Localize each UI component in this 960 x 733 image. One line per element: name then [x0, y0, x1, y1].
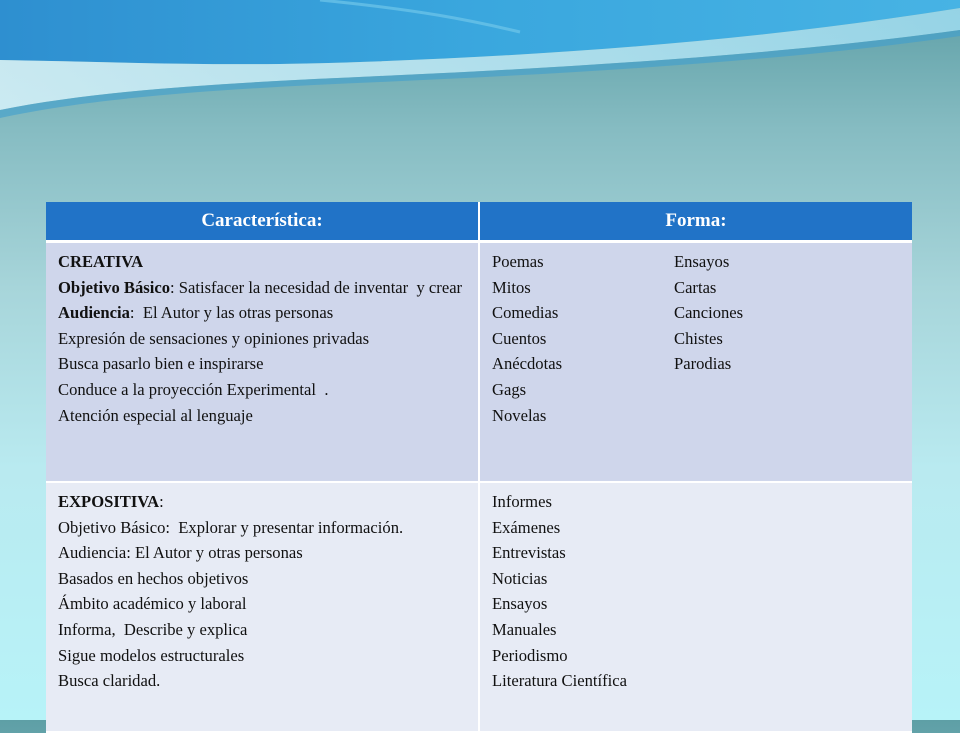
expositiva-title-line: [58, 489, 468, 515]
forma-item: Ensayos: [674, 252, 730, 271]
creativa-audiencia: [58, 300, 468, 326]
expositiva-line: Basados en hechos objetivos: [58, 568, 249, 588]
creativa-objetivo: [58, 275, 468, 301]
expositiva-line: Objetivo Básico: Explorar y presentar información.: [58, 517, 404, 537]
forma-item: Periodismo: [492, 645, 568, 665]
forma-pair: [492, 300, 902, 326]
expositiva-line: Audiencia: El Autor y otras personas: [58, 543, 303, 563]
forma-item: Parodias: [674, 354, 732, 374]
caracteristicas-table: [46, 202, 912, 733]
forma-item: Informes: [492, 492, 552, 511]
forma-item: Comedias: [492, 303, 559, 323]
creativa-audiencia-label: Audiencia: [58, 303, 130, 323]
forma-item: Literatura Científica: [492, 671, 627, 691]
forma-item: Anécdotas: [492, 354, 563, 374]
creativa-line: Busca pasarlo bien e inspirarse: [58, 354, 264, 374]
forma-item: Cartas: [674, 277, 717, 297]
forma-item: Chistes: [674, 328, 723, 348]
forma-pair: [492, 351, 902, 377]
creativa-line: Expresión de sensaciones y opiniones privadas: [58, 328, 370, 348]
forma-item: Entrevistas: [492, 543, 566, 563]
creativa-line: Atención especial al lenguaje: [58, 405, 253, 425]
creativa-line: Conduce a la proyección Experimental .: [58, 379, 329, 399]
cell-creativa-forma: [479, 242, 912, 483]
cell-expositiva-caracteristica: [46, 482, 479, 732]
table-row-expositiva: [46, 482, 912, 732]
forma-item: Ensayos: [492, 594, 548, 614]
decorative-wave-header: [0, 0, 960, 160]
expositiva-line: Informa, Describe y explica: [58, 619, 248, 639]
expositiva-line: Ámbito académico y laboral: [58, 594, 247, 614]
forma-pair: [492, 326, 902, 352]
header-caracteristica: Característica:: [46, 202, 479, 242]
forma-item: Canciones: [674, 303, 744, 323]
cell-expositiva-forma: [479, 482, 912, 732]
forma-item: Novelas: [492, 405, 547, 425]
creativa-objetivo-text: : Satisfacer la necesidad de inventar y crear: [170, 277, 463, 297]
table-header-row: [46, 202, 912, 242]
expositiva-line: Busca claridad.: [58, 671, 161, 691]
forma-pair: [492, 403, 902, 429]
forma-pair: [492, 275, 902, 301]
forma-item: Cuentos: [492, 328, 547, 348]
forma-item: Mitos: [492, 277, 531, 297]
forma-pair: [492, 249, 902, 275]
forma-item: Manuales: [492, 619, 557, 639]
expositiva-line: Sigue modelos estructurales: [58, 645, 245, 665]
forma-pair: [492, 377, 902, 403]
expositiva-title: EXPOSITIVA: [58, 492, 160, 511]
table-row-creativa: [46, 242, 912, 483]
creativa-objetivo-label: Objetivo Básico: [58, 277, 170, 297]
forma-item: Noticias: [492, 568, 548, 588]
forma-item: Exámenes: [492, 517, 561, 537]
forma-item: Poemas: [492, 252, 544, 271]
creativa-audiencia-text: : El Autor y las otras personas: [129, 303, 334, 323]
cell-creativa-caracteristica: [46, 242, 479, 483]
creativa-title: CREATIVA: [58, 252, 144, 271]
forma-item: Gags: [492, 379, 527, 399]
expositiva-title-suffix: :: [159, 492, 164, 511]
header-forma: Forma:: [479, 202, 912, 242]
